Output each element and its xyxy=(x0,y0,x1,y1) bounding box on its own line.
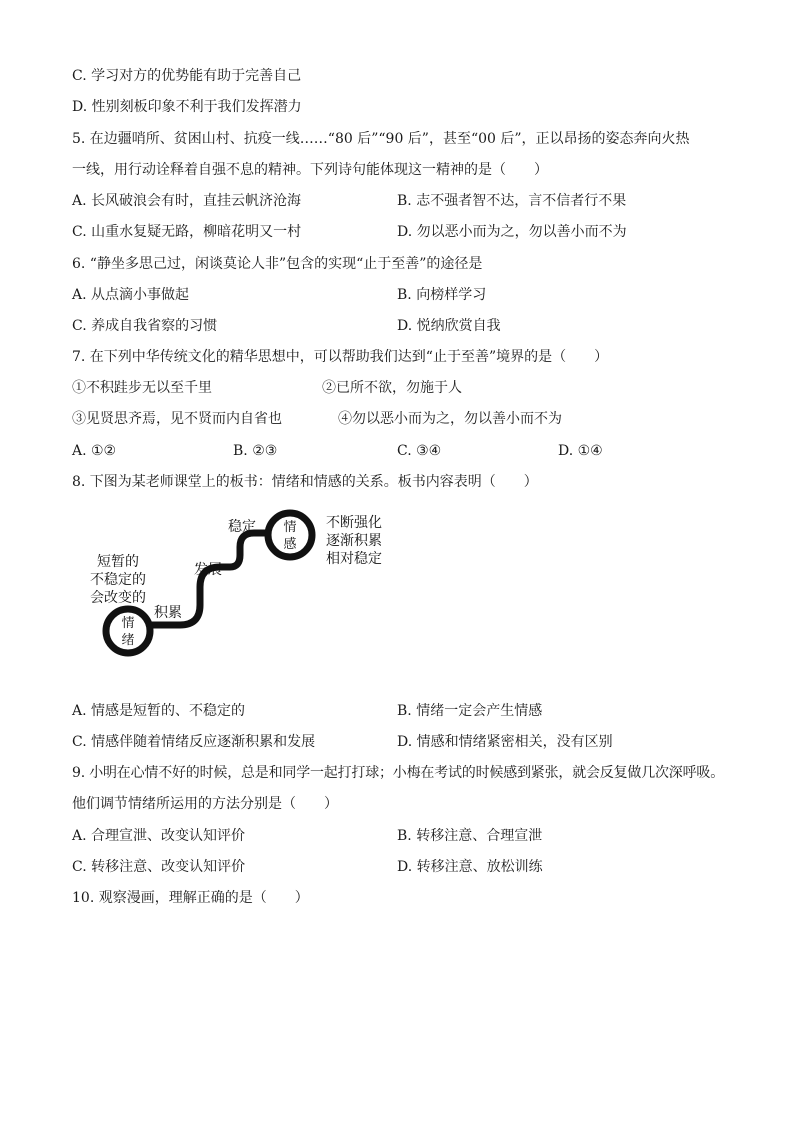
q8-option-a: A. 情感是短暂的、不稳定的 xyxy=(72,703,246,719)
q9-option-b: B. 转移注意、合理宣泄 xyxy=(397,828,543,844)
q6-option-d: D. 悦纳欣赏自我 xyxy=(397,318,501,334)
q9-stem-line1: 9. 小明在心情不好的时候，总是和同学一起打打球；小梅在考试的时候感到紧张，就会反复做几次深呼吸。 xyxy=(72,765,725,781)
q7-option-c: C. ③④ xyxy=(397,443,442,459)
emotion-desc-1: 短暂的 xyxy=(97,554,139,570)
feeling-node-char2: 感 xyxy=(283,537,297,552)
q4-option-c: C. 学习对方的优势能有助于完善自己 xyxy=(72,68,302,84)
q7-statement-1: ①不积跬步无以至千里 xyxy=(72,380,212,396)
staircase-line xyxy=(128,533,286,625)
label-develop: 发展 xyxy=(194,562,222,578)
q8-stem: 8. 下图为某老师课堂上的板书：情绪和情感的关系。板书内容表明（ ） xyxy=(72,474,538,490)
q7-stem: 7. 在下列中华传统文化的精华思想中，可以帮助我们达到“止于至善”境界的是（ ） xyxy=(72,349,609,365)
q7-option-a: A. ①② xyxy=(72,443,117,459)
q7-option-d: D. ①④ xyxy=(558,443,603,459)
feeling-desc-3: 相对稳定 xyxy=(326,551,382,567)
q5-option-c: C. 山重水复疑无路，柳暗花明又一村 xyxy=(72,224,302,240)
q8-option-c: C. 情感伴随着情绪反应逐渐积累和发展 xyxy=(72,734,316,750)
q9-option-a: A. 合理宣泄、改变认知评价 xyxy=(72,828,246,844)
q7-option-b: B. ②③ xyxy=(233,443,278,459)
feeling-desc-2: 逐渐积累 xyxy=(326,533,382,549)
q5-stem-line2: 一线，用行动诠释着自强不息的精神。下列诗句能体现这一精神的是（ ） xyxy=(72,162,548,178)
q9-stem-line2: 他们调节情绪所运用的方法分别是（ ） xyxy=(72,796,338,812)
q9-option-d: D. 转移注意、放松训练 xyxy=(397,859,543,875)
q10-stem: 10. 观察漫画，理解正确的是（ ） xyxy=(72,890,309,906)
q7-statement-4: ④勿以恶小而为之，勿以善小而不为 xyxy=(338,411,562,427)
q8-option-d: D. 情感和情绪紧密相关，没有区别 xyxy=(397,734,613,750)
label-accumulate: 积累 xyxy=(154,605,182,621)
q6-option-a: A. 从点滴小事做起 xyxy=(72,287,190,303)
emotion-desc-2: 不稳定的 xyxy=(90,572,146,588)
q6-option-c: C. 养成自我省察的习惯 xyxy=(72,318,218,334)
emotion-node-char1: 情 xyxy=(121,616,135,631)
q5-stem-line1: 5. 在边疆哨所、贫困山村、抗疫一线……“80 后”“90 后”，甚至“00 后”，正以昂扬的姿态奔向火热 xyxy=(72,131,690,147)
emotion-desc-3: 会改变的 xyxy=(90,590,146,606)
q6-stem: 6. “静坐多思己过，闲谈莫论人非”包含的实现“止于至善”的途径是 xyxy=(72,256,483,272)
feeling-node-char1: 情 xyxy=(283,520,297,535)
q8-option-b: B. 情绪一定会产生情感 xyxy=(397,703,543,719)
q7-statement-3: ③见贤思齐焉，见不贤而内自省也 xyxy=(72,411,282,427)
q6-option-b: B. 向榜样学习 xyxy=(397,287,487,303)
staircase-diagram-svg xyxy=(72,505,432,665)
q4-option-d: D. 性别刻板印象不利于我们发挥潜力 xyxy=(72,99,302,115)
q5-option-b: B. 志不强者智不达，言不信者行不果 xyxy=(397,193,627,209)
q9-option-c: C. 转移注意、改变认知评价 xyxy=(72,859,246,875)
q5-option-d: D. 勿以恶小而为之，勿以善小而不为 xyxy=(397,224,627,240)
emotion-feeling-diagram xyxy=(72,505,432,665)
emotion-node-char2: 绪 xyxy=(121,633,135,648)
q5-option-a: A. 长风破浪会有时，直挂云帆济沧海 xyxy=(72,193,302,209)
q7-statement-2: ②已所不欲，勿施于人 xyxy=(322,380,462,396)
label-stable: 稳定 xyxy=(228,519,256,535)
feeling-desc-1: 不断强化 xyxy=(326,515,382,531)
